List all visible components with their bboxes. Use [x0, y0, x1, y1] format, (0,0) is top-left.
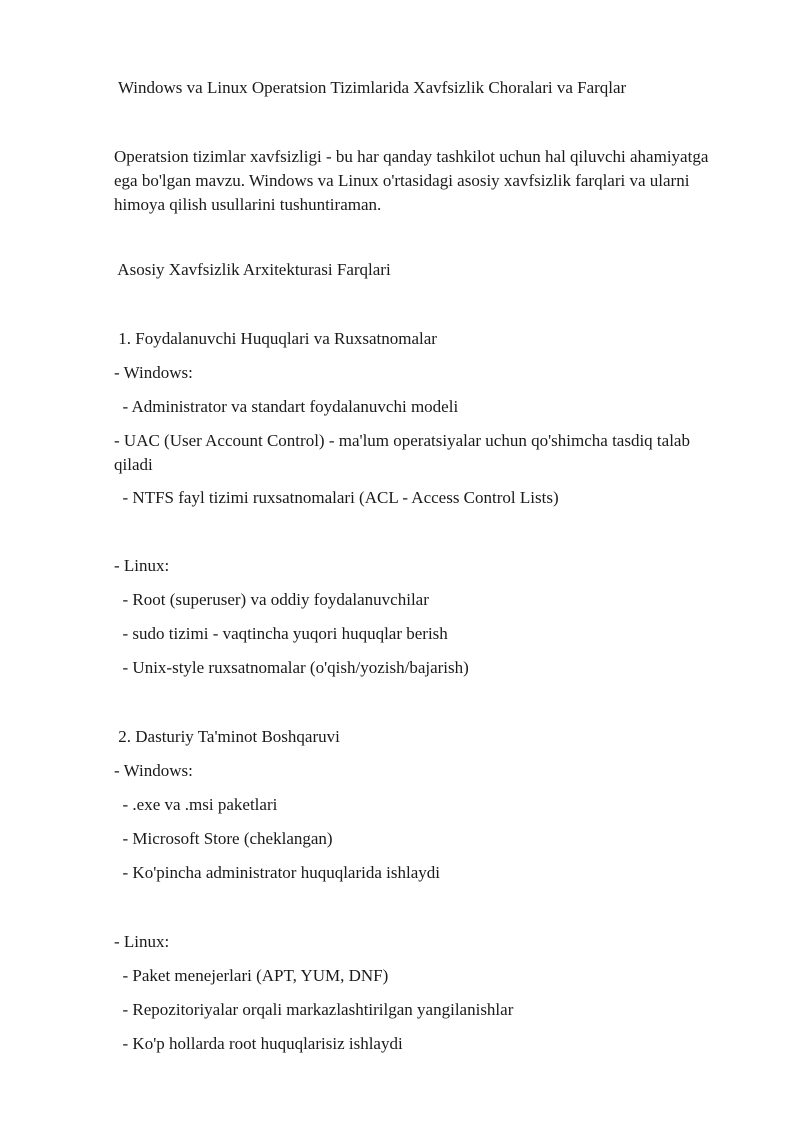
list-item: - Administrator va standart foydalanuvchi modeli [114, 397, 459, 416]
windows-label: - Windows: [114, 363, 193, 382]
intro-paragraph: Operatsion tizimlar xavfsizligi - bu har qanday tashkilot uchun hal qiluvchi ahamiyatga ega bo'lgan mavzu. Windows va Linux o'rtasidagi asosiy xavfsizlik farqlari va ularni himoya qilish usullarini tushuntiraman. [114, 147, 709, 214]
windows-label: - Windows: [114, 761, 193, 780]
list-item: - Ko'p hollarda root huquqlarisiz ishlaydi [114, 1034, 403, 1053]
list-item: - Microsoft Store (cheklangan) [114, 829, 333, 848]
list-item: - NTFS fayl tizimi ruxsatnomalari (ACL - Access Control Lists) [114, 488, 559, 507]
list-item: - .exe va .msi paketlari [114, 795, 278, 814]
subsection-heading: 2. Dasturiy Ta'minot Boshqaruvi [114, 727, 340, 746]
linux-label: - Linux: [114, 932, 170, 951]
list-item: - Ko'pincha administrator huquqlarida ishlaydi [114, 863, 440, 882]
subsection-heading: 1. Foydalanuvchi Huquqlari va Ruxsatnomalar [114, 329, 437, 348]
list-item: - Repozitoriyalar orqali markazlashtirilgan yangilanishlar [114, 1000, 514, 1019]
list-item: - UAC (User Account Control) - ma'lum operatsiyalar uchun qo'shimcha tasdiq talab qiladi [114, 431, 690, 474]
list-item: - Root (superuser) va oddiy foydalanuvchilar [114, 590, 429, 609]
list-item: - Unix-style ruxsatnomalar (o'qish/yozish/bajarish) [114, 658, 469, 677]
document-title: Windows va Linux Operatsion Tizimlarida Xavfsizlik Choralari va Farqlar [114, 78, 627, 97]
section-heading: Asosiy Xavfsizlik Arxitekturasi Farqlari [114, 260, 391, 279]
list-item: - Paket menejerlari (APT, YUM, DNF) [114, 966, 389, 985]
list-item: - sudo tizimi - vaqtincha yuqori huquqlar berish [114, 624, 448, 643]
linux-label: - Linux: [114, 556, 170, 575]
